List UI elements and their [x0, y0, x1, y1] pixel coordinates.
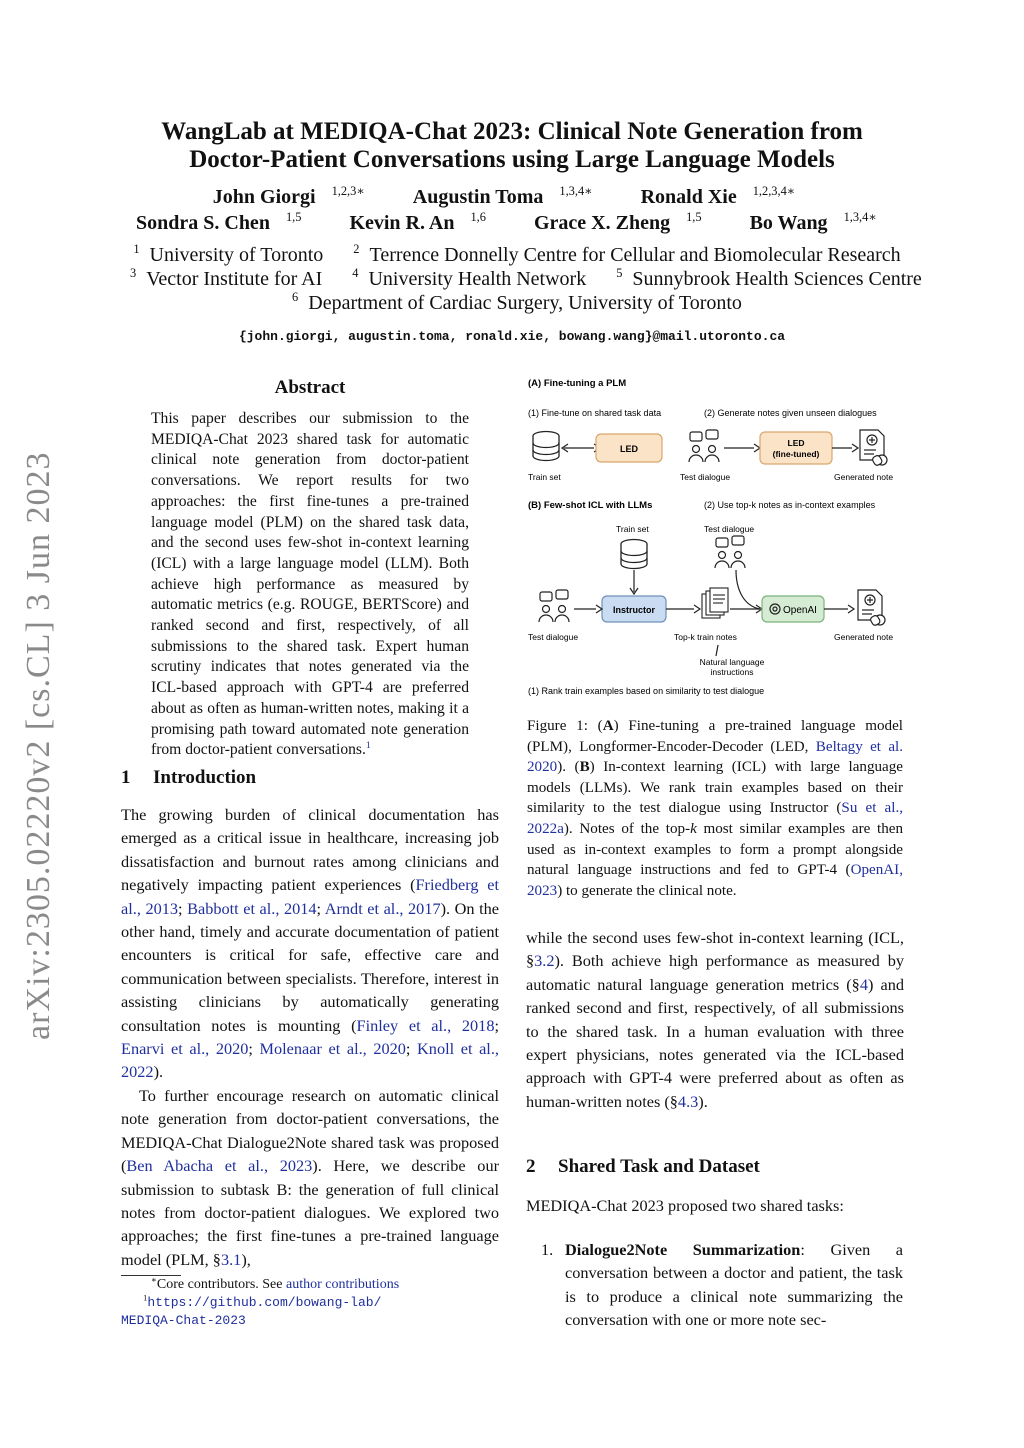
affiliation — [120, 268, 322, 290]
text-run: ). — [153, 1062, 164, 1082]
footnote-text: Core contributors. See — [156, 1277, 286, 1292]
list-item-dialogue2note — [541, 1238, 903, 1332]
affiliation-number: 5 — [616, 266, 623, 281]
nl-instructions-label-1: Natural language — [699, 657, 765, 667]
citation-link[interactable]: Beltagy et al. 2020 — [527, 738, 903, 776]
affiliation-number: 4 — [352, 266, 359, 281]
affiliation-number: 2 — [353, 242, 360, 257]
affiliation-line-1 — [110, 244, 914, 267]
test-dialogue-label: Test dialogue — [680, 472, 731, 482]
author-name: Sondra S. Chen $^{1,5}$ — [136, 210, 302, 234]
led-label: LED — [620, 444, 638, 454]
text-run: ). Here, we describe our submission to subtask B: the generation of full clinical notes from doctor-patient dialogues. We explored two approaches; the first fine-tunes a pre-trained language model (PLM, § — [121, 1156, 500, 1269]
footnote-core-contributors: ∗Core contributors. See author contributions — [151, 1274, 400, 1292]
instructor-label: Instructor — [612, 605, 656, 615]
affiliation — [606, 268, 922, 290]
continuation-paragraph — [526, 926, 904, 1113]
citation-link[interactable]: Knoll et al., 2022 — [121, 1039, 499, 1082]
affiliation-name: Sunnybrook Health Sciences Centre — [632, 268, 922, 290]
section-number: 1 — [121, 767, 131, 788]
footnote-marker[interactable]: 1 — [365, 740, 371, 752]
section-heading-introduction — [121, 767, 256, 789]
generated-note-label-b: Generated note — [834, 632, 894, 642]
footnote-number: 1 — [143, 1292, 148, 1303]
train-set-label-b: Train set — [616, 524, 649, 534]
affiliation-line-2 — [110, 266, 922, 291]
train-set-label: Train set — [528, 472, 561, 482]
affiliation — [123, 244, 323, 266]
section-number-2: 2 — [526, 1156, 536, 1177]
text-run: ), — [241, 1249, 251, 1269]
figure-1 — [524, 370, 908, 706]
text-run: ) and ranked second and first, respectively, of all submissions to the shared task. In a human evaluation with three expert physicians, notes generated via the ICL-based approach with GPT-4 were preferred about as often as human-written notes (§ — [526, 974, 904, 1111]
author-affiliation-marks: 1,3,4∗ — [559, 184, 593, 199]
shared-tasks-intro: MEDIQA-Chat 2023 proposed two shared tasks: — [526, 1196, 844, 1215]
list-item-body — [565, 1238, 903, 1332]
author-affiliation-marks: 1,5 — [686, 210, 702, 225]
text-run: ) Fine-tuning a pre-trained language model (PLM), Longformer-Encoder-Decoder (LED, — [527, 718, 903, 755]
panel-b-step-1: (1) Rank train examples based on similarity to test dialogue — [528, 686, 765, 696]
author-line-2 — [120, 212, 904, 235]
citation-link[interactable]: 3.2 — [534, 951, 555, 971]
affiliation-name: Department of Cardiac Surgery, University of Toronto — [308, 292, 742, 314]
paper-title: WangLab at MEDIQA-Chat 2023: Clinical Note Generation from Doctor-Patient Conversations using Large Language Models — [161, 118, 863, 173]
text-run: ). Notes of the top- — [563, 820, 691, 837]
affiliation-line-3 — [110, 292, 914, 315]
citation-link[interactable]: Arndt et al., 2017 — [324, 898, 441, 918]
author-line-1 — [120, 186, 904, 209]
right-column-paragraph — [526, 926, 904, 1113]
dialogue-people-icon-b-top — [715, 536, 745, 568]
author-name: Grace X. Zheng $^{1,5}$ — [533, 210, 702, 234]
text-run: To further encourage research on automatic clinical note generation from doctor-patient conversations, the MEDIQA-Chat Dialogue2Note shared task was proposed ( — [121, 1085, 499, 1176]
citation-link[interactable]: Su et al., 2022a — [527, 800, 903, 837]
affiliation-number: 1 — [133, 242, 140, 257]
section-heading-shared-task — [526, 1156, 760, 1178]
citation-link[interactable]: Friedberg et al., 2013 — [121, 875, 500, 918]
abstract-text — [151, 409, 469, 761]
citation-link[interactable]: Ben Abacha et al., 2023 — [126, 1156, 313, 1176]
author-affiliation-marks: 1,2,3∗ — [331, 184, 365, 199]
citation-link[interactable]: Enarvi et al., 2020 — [121, 1039, 249, 1059]
footnote-url — [121, 1294, 501, 1312]
text-run: ). — [698, 1091, 708, 1111]
generated-note-label: Generated note — [834, 472, 894, 482]
topk-train-notes-label: Top-k train notes — [674, 632, 737, 642]
database-icon-b — [621, 540, 647, 569]
text-run: ; — [316, 898, 325, 918]
citation-link[interactable]: Finley et al., 2018 — [356, 1015, 495, 1035]
text-run: ). ( — [557, 759, 580, 776]
author-affiliation-marks: 1,2,3,4∗ — [752, 184, 796, 199]
introduction-body — [121, 803, 499, 1271]
text-run: ; — [178, 898, 188, 918]
figure-1-caption — [527, 716, 903, 901]
figure-1-diagram — [524, 370, 908, 706]
panel-a-step-1: (1) Fine-tune on shared task data — [528, 408, 662, 418]
text-run: ). Both achieve high performance as measured by automatic natural language generation metrics (§ — [526, 951, 904, 994]
text-run: ; — [248, 1039, 260, 1059]
affiliation-name: Terrence Donnelly Centre for Cellular and Biomolecular Research — [369, 244, 901, 266]
arxiv-identifier: arXiv:2305.02220v2 [cs.CL] 3 Jun 2023 — [20, 451, 57, 1040]
affiliation-number: 6 — [292, 290, 299, 305]
test-dialogue-label-b-left: Test dialogue — [528, 632, 579, 642]
affiliation-name: University of Toronto — [149, 244, 324, 266]
text-run: ) In-context learning (ICL) with large language models (LLMs). We rank train examples based on their similarity to the test dialogue using Instructor ( — [527, 759, 903, 817]
text-run: ; — [405, 1039, 418, 1059]
author-contributions-link[interactable]: author contributions — [286, 1277, 400, 1292]
citation-link[interactable]: 4.3 — [677, 1091, 699, 1111]
github-url-line-1[interactable]: https://github.com/bowang-lab/ — [147, 1295, 382, 1310]
intro-paragraph-2 — [121, 1084, 499, 1271]
author-emails: {john.giorgi, augustin.toma, ronald.xie, bowang.wang}@mail.utoronto.ca — [238, 329, 786, 344]
text-run: The growing burden of clinical documentation has emerged as a critical issue in healthcare, increasing job dissatisfaction and burnout rates among clinicians and negatively impacting patient experiences ( — [121, 805, 499, 895]
text-run: k — [690, 820, 697, 837]
affiliation-name: University Health Network — [368, 268, 587, 290]
stacked-notes-icon — [702, 588, 728, 618]
panel-b-step-2: (2) Use top-k notes as in-context examples — [704, 500, 876, 510]
github-url-line-2[interactable]: MEDIQA-Chat-2023 — [121, 1313, 246, 1328]
affiliation — [282, 292, 742, 314]
openai-label: OpenAI — [783, 605, 817, 616]
list-item-text: : Given a conversation between a doctor and patient, the task is to produce a clinical note summarizing the conversation with one or more note sec- — [565, 1240, 903, 1330]
author-name: Bo Wang $^{1,3,4∗}$ — [749, 210, 877, 234]
footnotes — [121, 1276, 501, 1330]
citation-link[interactable]: 3.1 — [220, 1249, 242, 1269]
section-title-2: Shared Task and Dataset — [558, 1156, 760, 1177]
text-run: while the second uses few-shot in-context learning (ICL, § — [526, 928, 904, 971]
panel-a-step-2: (2) Generate notes given unseen dialogues — [704, 408, 877, 418]
clinical-note-icon-b — [858, 590, 885, 626]
citation-link[interactable]: Molenaar et al., 2020 — [259, 1039, 406, 1059]
database-icon — [533, 432, 559, 461]
intro-paragraph-1 — [121, 803, 499, 1084]
led-finetuned-box — [760, 432, 832, 464]
list-item-number: 1. — [541, 1240, 554, 1259]
panel-a-label: (A) Fine-tuning a PLM — [528, 378, 627, 389]
led-finetuned-sublabel: (fine-tuned) — [772, 449, 820, 459]
test-dialogue-label-b-top: Test dialogue — [704, 524, 755, 534]
dialogue-people-icon — [689, 430, 719, 462]
text-run: A — [602, 718, 614, 734]
author-affiliation-marks: 1,5 — [285, 210, 302, 225]
dialogue-people-icon-b-left — [539, 590, 569, 622]
affiliation — [342, 268, 586, 290]
nl-instructions-label-2: instructions — [710, 667, 754, 677]
affiliation-number: 3 — [130, 266, 137, 281]
list-item-title: Dialogue2Note Summarization — [565, 1240, 801, 1259]
author-affiliation-marks: 1,3,4∗ — [843, 210, 877, 225]
author-affiliation-marks: 1,6 — [470, 210, 486, 225]
abstract-heading: Abstract — [274, 377, 346, 398]
text-run: B — [579, 759, 590, 776]
text-run: ). On the other hand, timely and accurate documentation of patient encounters is critical for safe, effective care and communication between specialists. Therefore, interest in assisting clinicians by automatically generating consultation notes is mounting ( — [121, 898, 500, 1035]
led-finetuned-label: LED — [787, 438, 805, 448]
citation-link[interactable]: OpenAI, 2023 — [527, 862, 903, 899]
citation-link[interactable]: Babbott et al., 2014 — [187, 898, 317, 918]
panel-b-label: (B) Few-shot ICL with LLMs — [528, 500, 653, 511]
affiliation — [343, 244, 900, 266]
author-name: Ronald Xie $^{1,2,3,4∗}$ — [640, 184, 796, 208]
author-name: John Giorgi $^{1,2,3∗}$ — [212, 184, 365, 208]
section-title: Introduction — [153, 767, 257, 788]
clinical-note-icon — [860, 430, 887, 466]
text-run: ) to generate the clinical note. — [557, 882, 737, 899]
text-run: ; — [494, 1015, 499, 1035]
text-run: Figure 1: ( — [527, 718, 603, 734]
section-2-intro — [526, 1194, 904, 1217]
author-name: Augustin Toma $^{1,3,4∗}$ — [412, 184, 593, 208]
author-name: Kevin R. An $^{1,6}$ — [349, 210, 486, 234]
text-run: most similar examples are then used as in-context examples to form a prompt alongside natural language instructions and fed to GPT-4 ( — [527, 820, 903, 879]
citation-link[interactable]: 4 — [859, 974, 868, 994]
affiliation-name: Vector Institute for AI — [146, 268, 323, 290]
abstract-body-text: This paper describes our submission to the MEDIQA-Chat 2023 shared task for automatic clinical note generation from doctor-patient conversations. We report results for two approaches: the first fine-tunes a pre-trained language model (PLM) on the shared task data, and the second uses few-shot in-context learning (ICL) with a large language model (LLM). Both achieve high performance as measured by automatic metrics (e.g. ROUGE, BERTScore) and ranked second and first, respectively, of all submissions to the shared task. Expert human scrutiny indicates that notes generated via the ICL-based approach with GPT-4 are preferred about as often as human-written notes, making it a promising path toward automated note generation from doctor-patient conversations. — [151, 410, 469, 759]
